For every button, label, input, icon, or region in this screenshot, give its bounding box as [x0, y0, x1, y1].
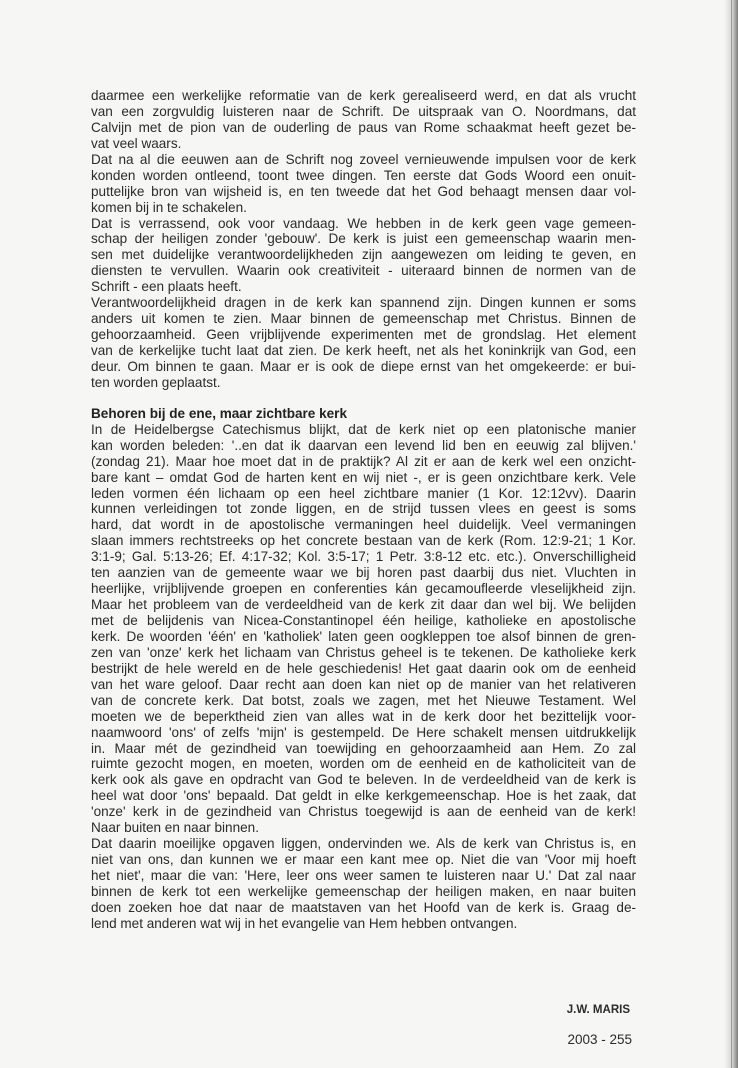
- text-line: ten aanzien van de gemeente waar we bij horen past daarbij dus niet. Vluchten in: [91, 565, 636, 581]
- text-line: konden worden ontleend, toont twee dingen. Ten eerste dat Gods Woord een onuit-: [91, 167, 636, 183]
- text-line: Schrift - een plaats heeft.: [91, 279, 242, 295]
- text-line: kerk. De woorden 'één' en 'katholiek' laten geen oogkleppen toe alsof binnen de gren-: [91, 628, 636, 644]
- text-line: kerk ook als gave en opdracht van God te beleven. In de verdeeldheid van de kerk is: [91, 772, 636, 788]
- text-line: Dat is verrassend, ook voor vandaag. We hebben in de kerk geen vage gemeen-: [91, 215, 636, 231]
- text-line: hard, dat wordt in de apostolische vermaningen heel duidelijk. Veel vermaningen: [91, 517, 636, 533]
- page-number: 2003 - 255: [567, 1032, 632, 1047]
- text-line: komen bij in te schakelen.: [91, 199, 247, 215]
- section-heading: Behoren bij de ene, maar zichtbare kerk: [91, 405, 347, 421]
- author-signature: J.W. MARIS: [566, 1004, 630, 1016]
- text-line: 'onze' kerk in de gezindheid van Christus toegewijd is aan de eenheid van de kerk!: [91, 804, 636, 820]
- text-line: anders uit komen te zien. Maar binnen de gemeenschap met Christus. Binnen de: [91, 311, 636, 327]
- text-line: heel wat door 'ons' bepaald. Dat geldt in elke kerkgemeenschap. Hoe is het zaak, dat: [91, 788, 636, 804]
- text-line: (zondag 21). Maar hoe moet dat in de praktijk? Al zit er aan de kerk wel een onzicht-: [91, 453, 636, 469]
- article-body: [91, 88, 636, 932]
- text-line: zen van 'onze' kerk het lichaam van Christus geheel is te tekenen. De katholieke kerk: [91, 644, 636, 660]
- text-line: daarmee een werkelijke reformatie van de kerk gerealiseerd werd, en dat als vrucht: [91, 88, 636, 103]
- text-line: van de kerkelijke tucht laat dat zien. De kerk heeft, net als het koninkrijk van God, een: [91, 343, 636, 358]
- text-line: Maar het probleem van de verdeeldheid van de kerk zit daar dan wel bij. We belijden: [91, 597, 636, 613]
- text-line: ruimte gezocht mogen, en moeten, worden om de eenheid en de katholiciteit van de: [91, 756, 636, 772]
- text-line: vat veel waars.: [91, 135, 182, 151]
- text-line: moeten we de beperktheid zien van alles wat in de kerk door het bezittelijk voor-: [91, 708, 636, 724]
- text-line: van de concrete kerk. Dat botst, zoals we zagen, met het Nieuwe Testament. Wel: [91, 692, 636, 708]
- text-line: van het ware geloof. Daar recht aan doen kan niet op de manier van het relativeren: [91, 676, 636, 692]
- text-line: het niet', maar die van: 'Here, leer ons weer samen te luisteren naar U.' Dat zal naar: [91, 868, 636, 883]
- text-line: van een zorgvuldig luisteren naar de Schrift. De uitspraak van O. Noordmans, dat: [91, 103, 636, 119]
- text-line: bare kant – omdat God de harten kent en wij niet -, er is geen onzichtbare kerk. Vele: [91, 469, 636, 485]
- text-line: bestrijkt de hele wereld en de hele geschiedenis! Het gaat daarin ook om de eenheid: [91, 660, 636, 676]
- text-line: Verantwoordelijkheid dragen in de kerk kan spannend zijn. Dingen kunnen er soms: [91, 295, 636, 311]
- text-line: diensten te vervullen. Waarin ook creativiteit - uiteraard binnen de normen van de: [91, 263, 636, 279]
- text-line: deur. Om binnen te gaan. Maar er is ook de diepe ernst van het omgekeerde: er bui-: [91, 358, 636, 374]
- text-line: Naar buiten en naar binnen.: [91, 820, 259, 836]
- text-line: puttelijke bron van wijsheid is, en ten tweede dat het God behaagt mensen daar vol-: [91, 183, 636, 199]
- text-line: kunnen verleidingen tot zonde liggen, en de strijd tussen vlees en geest is soms: [91, 501, 636, 517]
- text-line: niet van ons, dan kunnen we er maar een kant mee op. Niet die van 'Voor mij hoeft: [91, 852, 636, 868]
- text-line: leden vormen één lichaam op een heel zichtbare manier (1 Kor. 12:12vv). Daarin: [91, 485, 636, 501]
- text-line: binnen de kerk tot een werkelijke gemeenschap der heiligen maken, en naar buiten: [91, 883, 636, 899]
- text-line: met de belijdenis van Nicea-Constantinopel één heilige, katholieke en apostolische: [91, 613, 636, 628]
- text-line: kan worden beleden: '..en dat ik daarvan een levend lid ben en eeuwig zal blijven.': [91, 437, 636, 453]
- text-line: naamwoord 'ons' of zelfs 'mijn' is gestempeld. De Here schakelt mensen uitdrukkelijk: [91, 724, 636, 740]
- text-line: in. Maar mét de gezindheid van toewijding en gehoorzaamheid aan Hem. Zo zal: [91, 740, 636, 756]
- text-line: In de Heidelbergse Catechismus blijkt, dat de kerk niet op een platonische manier: [91, 421, 636, 437]
- text-line: heerlijke, vrijblijvende groepen en conferenties kán gecamoufleerde vleselijkheid zijn.: [91, 581, 636, 597]
- text-line: gehoorzaamheid. Geen vrijblijvende experimenten met de grondslag. Het element: [91, 327, 636, 343]
- text-line: Dat daarin moeilijke opgaven liggen, ondervinden we. Als de kerk van Christus is, en: [91, 836, 636, 852]
- text-line: lend met anderen wat wij in het evangelie van Hem hebben ontvangen.: [91, 915, 518, 931]
- text-line: Dat na al die eeuwen aan de Schrift nog zoveel vernieuwende impulsen voor de kerk: [91, 151, 636, 167]
- text-line: slaan immers rechtstreeks op het concrete bestaan van de kerk (Rom. 12:9-21; 1 Kor.: [91, 533, 636, 549]
- text-line: doen zoeken hoe dat naar de maatstaven van het Hoofd van de kerk is. Graag de-: [91, 899, 636, 915]
- text-line: sen met duidelijke verantwoordelijkheden zijn aangewezen om leiding te geven, en: [91, 247, 636, 263]
- text-line: 3:1-9; Gal. 5:13-26; Ef. 4:17-32; Kol. 3:5-17; 1 Petr. 3:8-12 etc. etc.). Onverschilligheid: [91, 549, 636, 565]
- text-line: schap der heiligen zonder 'gebouw'. De kerk is juist een gemeenschap waarin men-: [91, 231, 636, 247]
- page-edge-line: [731, 0, 732, 1068]
- text-line: ten worden geplaatst.: [91, 374, 221, 390]
- text-line: Calvijn met de pion van de ouderling de paus van Rome schaakmat heeft gezet be-: [91, 119, 636, 135]
